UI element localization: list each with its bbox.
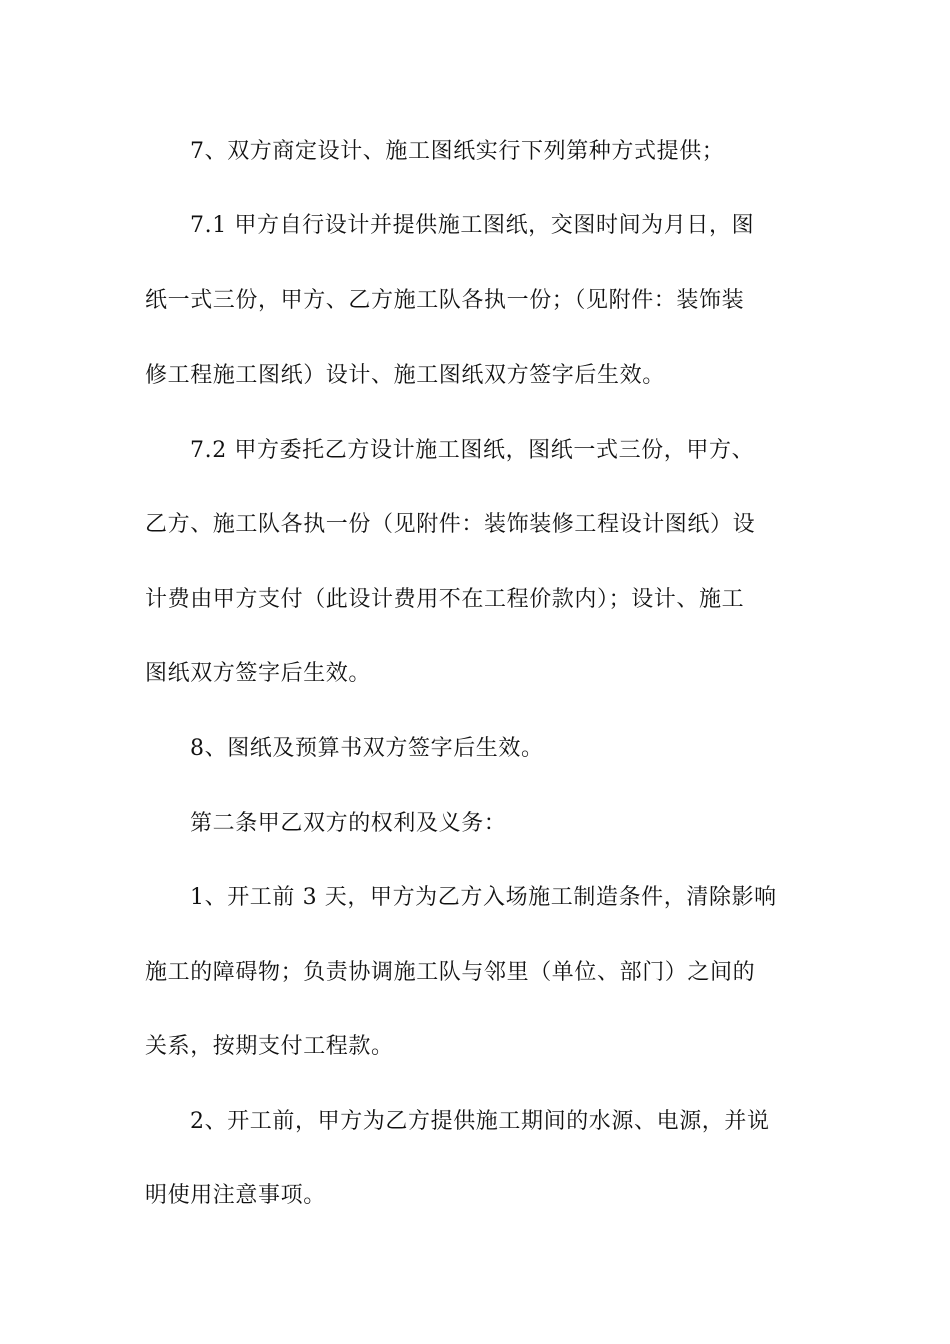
clause-7-1-line-3: 修工程施工图纸）设计、施工图纸双方签字后生效。	[145, 363, 665, 388]
clause-7-1-line-2: 纸一式三份，甲方、乙方施工队各执一份；（见附件：装饰装	[145, 288, 745, 313]
clause-7-2-line-4: 图纸双方签字后生效。	[145, 661, 372, 686]
article-2-item-1-line-3: 关系，按期支付工程款。	[145, 1034, 394, 1059]
clause-7-2-line-2: 乙方、施工队各执一份（见附件：装饰装修工程设计图纸）设	[145, 512, 756, 537]
clause-7-1-line-1: 7.1 甲方自行设计并提供施工图纸，交图时间为月日，图	[190, 213, 755, 238]
clause-7-2-line-1: 7.2 甲方委托乙方设计施工图纸，图纸一式三份，甲方、	[190, 438, 755, 463]
clause-7-2-line-3: 计费由甲方支付（此设计费用不在工程价款内）；设计、施工	[145, 587, 745, 612]
article-2-item-1-line-1: 1、开工前 3 天，甲方为乙方入场施工制造条件，清除影响	[190, 885, 777, 910]
clause-7-heading: 7、双方商定设计、施工图纸实行下列第种方式提供；	[190, 139, 725, 164]
clause-8: 8、图纸及预算书双方签字后生效。	[190, 736, 544, 761]
article-2-item-1-line-2: 施工的障碍物；负责协调施工队与邻里（单位、部门）之间的	[145, 960, 756, 985]
article-2-item-2-line-2: 明使用注意事项。	[145, 1183, 326, 1208]
article-2-item-2-line-1: 2、开工前，甲方为乙方提供施工期间的水源、电源，并说	[190, 1109, 770, 1134]
article-2-heading: 第二条甲乙双方的权利及义务：	[190, 811, 507, 836]
